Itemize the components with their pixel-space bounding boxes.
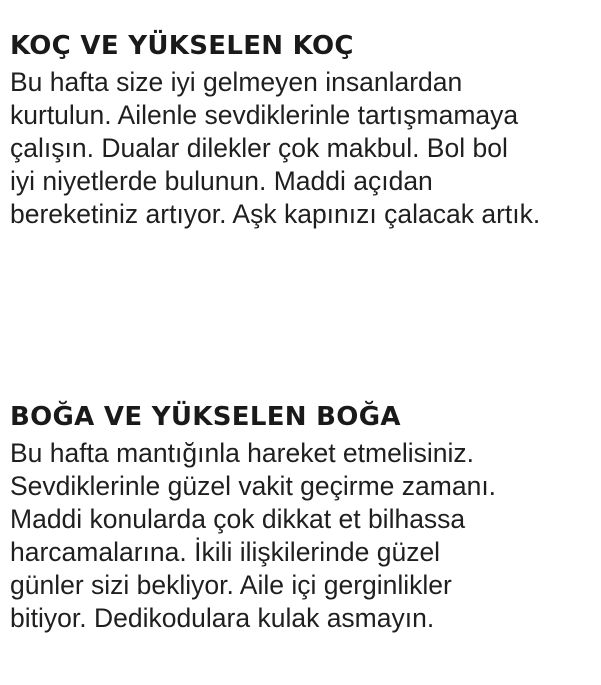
- horoscope-section-koc: [10, 26, 598, 231]
- section-heading: BOĞA VE YÜKSELEN BOĞA: [10, 402, 401, 432]
- body-line: çalışın. Dualar dilekler çok makbul. Bol bol: [10, 133, 508, 163]
- body-line: Maddi konularda çok dikkat et bilhassa: [10, 504, 466, 534]
- body-line: günler sizi bekliyor. Aile içi gerginlikler: [10, 570, 452, 600]
- body-line: Sevdiklerinle güzel vakit geçirme zamanı.: [10, 471, 497, 501]
- body-line: Bu hafta size iyi gelmeyen insanlardan: [10, 67, 463, 97]
- section-body: [10, 66, 598, 231]
- horoscope-section-boga: [10, 397, 598, 635]
- body-line: bitiyor. Dedikodulara kulak asmayın.: [10, 603, 435, 633]
- body-line: iyi niyetlerde bulunun. Maddi açıdan: [10, 166, 433, 196]
- body-line: kurtulun. Ailenle sevdiklerinle tartışmamaya: [10, 100, 519, 130]
- body-line: bereketiniz artıyor. Aşk kapınızı çalacak artık.: [10, 199, 541, 229]
- section-body: [10, 437, 598, 635]
- body-line: Bu hafta mantığınla hareket etmelisiniz.: [10, 438, 474, 468]
- body-line: harcamalarına. İkili ilişkilerinde güzel: [10, 537, 441, 567]
- section-heading: KOÇ VE YÜKSELEN KOÇ: [10, 31, 354, 61]
